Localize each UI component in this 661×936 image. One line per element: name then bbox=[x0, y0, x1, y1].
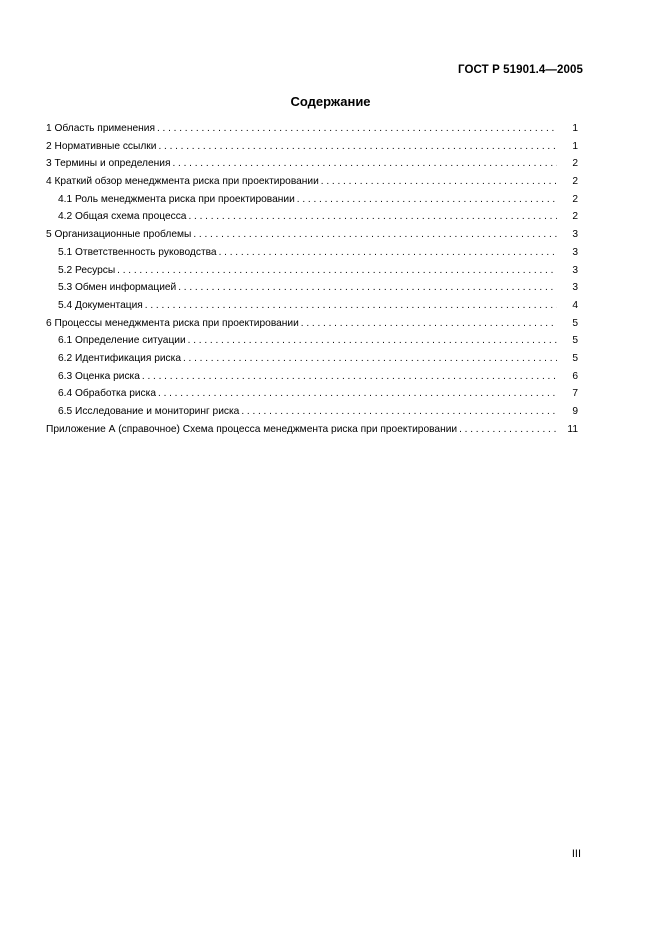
toc-leader-dots bbox=[297, 191, 557, 209]
toc-entry-label: 5 Организационные проблемы bbox=[46, 229, 192, 241]
toc-entry-label: 6.3 Оценка риска bbox=[58, 370, 140, 382]
toc-entry-page: 4 bbox=[572, 299, 578, 311]
toc-leader-dots bbox=[178, 279, 557, 297]
toc-entry-label: 1 Область применения bbox=[46, 123, 155, 134]
toc-leader-dots bbox=[188, 208, 557, 226]
toc-leader-dots bbox=[193, 226, 557, 244]
toc-leader-dots bbox=[158, 385, 557, 403]
toc-entry bbox=[46, 315, 578, 333]
toc-entry bbox=[46, 138, 578, 156]
toc-subentry bbox=[46, 385, 578, 403]
toc-entry bbox=[46, 155, 578, 173]
toc-title: Содержание bbox=[290, 94, 371, 109]
toc-entry-page: 1 bbox=[572, 123, 578, 134]
toc-entry-page: 5 bbox=[572, 335, 578, 347]
page-number: III bbox=[571, 848, 581, 860]
standard-number: ГОСТ Р 51901.4—2005 bbox=[458, 64, 583, 76]
toc-entry-page: 3 bbox=[572, 282, 578, 294]
toc-leader-dots bbox=[321, 173, 557, 191]
toc-entry bbox=[46, 226, 578, 244]
toc-leader-dots bbox=[183, 350, 557, 368]
toc-leader-dots bbox=[241, 403, 557, 421]
toc-entry-label: Приложение А (справочное) Схема процесса менеджмента риска при проектировании bbox=[46, 423, 458, 435]
toc-entry-label: 4.1 Роль менеджмента риска при проектировании bbox=[58, 193, 295, 205]
toc-entry bbox=[46, 173, 578, 191]
toc-entry-page: 6 bbox=[572, 370, 578, 382]
toc-leader-dots bbox=[158, 138, 557, 156]
toc-entry-page: 2 bbox=[572, 193, 578, 205]
toc-entry-label: 5.2 Ресурсы bbox=[58, 264, 116, 276]
toc-leader-dots bbox=[117, 262, 557, 280]
toc-leader-dots bbox=[157, 120, 557, 138]
toc-entry-label: 5.1 Ответственность руководства bbox=[58, 246, 217, 258]
toc-subentry bbox=[46, 403, 578, 421]
toc-entry-label: 5.3 Обмен информацией bbox=[58, 282, 177, 294]
toc-subentry bbox=[46, 297, 578, 315]
toc-entry-page: 9 bbox=[572, 406, 578, 417]
toc-subentry bbox=[46, 191, 578, 209]
toc-entry-page: 2 bbox=[572, 176, 578, 188]
toc-entry-page: 11 bbox=[567, 423, 578, 435]
toc-entry-page: 2 bbox=[572, 158, 578, 170]
toc-leader-dots bbox=[188, 332, 557, 350]
toc-entry-page: 1 bbox=[572, 140, 578, 152]
toc-leader-dots bbox=[145, 297, 557, 315]
toc-leader-dots bbox=[219, 244, 557, 262]
toc-entry-label: 2 Нормативные ссылки bbox=[46, 140, 157, 152]
toc-subentry bbox=[46, 279, 578, 297]
toc-entry-label: 6 Процессы менеджмента риска при проектировании bbox=[46, 317, 299, 329]
toc-entry-page: 5 bbox=[572, 352, 578, 364]
toc-entry-page: 2 bbox=[572, 211, 578, 223]
toc-entry-label: 4 Краткий обзор менеджмента риска при проектировании bbox=[46, 176, 319, 188]
toc-subentry bbox=[46, 350, 578, 368]
toc-entry-label: 5.4 Документация bbox=[58, 299, 143, 311]
toc-leader-dots bbox=[459, 421, 557, 439]
toc-entry-label: 6.5 Исследование и мониторинг риска bbox=[58, 406, 240, 417]
toc-entry-page: 7 bbox=[572, 388, 578, 400]
toc-leader-dots bbox=[142, 368, 557, 386]
toc-entry bbox=[46, 120, 578, 138]
toc-leader-dots bbox=[172, 155, 557, 173]
toc-entry-page: 3 bbox=[572, 229, 578, 241]
toc-subentry bbox=[46, 244, 578, 262]
toc-entry-page: 5 bbox=[572, 317, 578, 329]
toc-subentry bbox=[46, 368, 578, 386]
toc-entry-label: 3 Термины и определения bbox=[46, 158, 171, 170]
toc-subentry bbox=[46, 332, 578, 350]
toc-subentry bbox=[46, 208, 578, 226]
toc-entry-label: 6.4 Обработка риска bbox=[58, 388, 157, 400]
toc-entry-appendix bbox=[46, 421, 578, 439]
toc-leader-dots bbox=[301, 315, 557, 333]
toc-entry-label: 6.2 Идентификация риска bbox=[58, 352, 181, 364]
toc-entry-label: 6.1 Определение ситуации bbox=[58, 335, 186, 347]
toc-entry-page: 3 bbox=[572, 264, 578, 276]
toc-entry-label: 4.2 Общая схема процесса bbox=[58, 211, 187, 223]
toc-subentry bbox=[46, 262, 578, 280]
toc-entry-page: 3 bbox=[572, 246, 578, 258]
table-of-contents bbox=[46, 120, 578, 438]
